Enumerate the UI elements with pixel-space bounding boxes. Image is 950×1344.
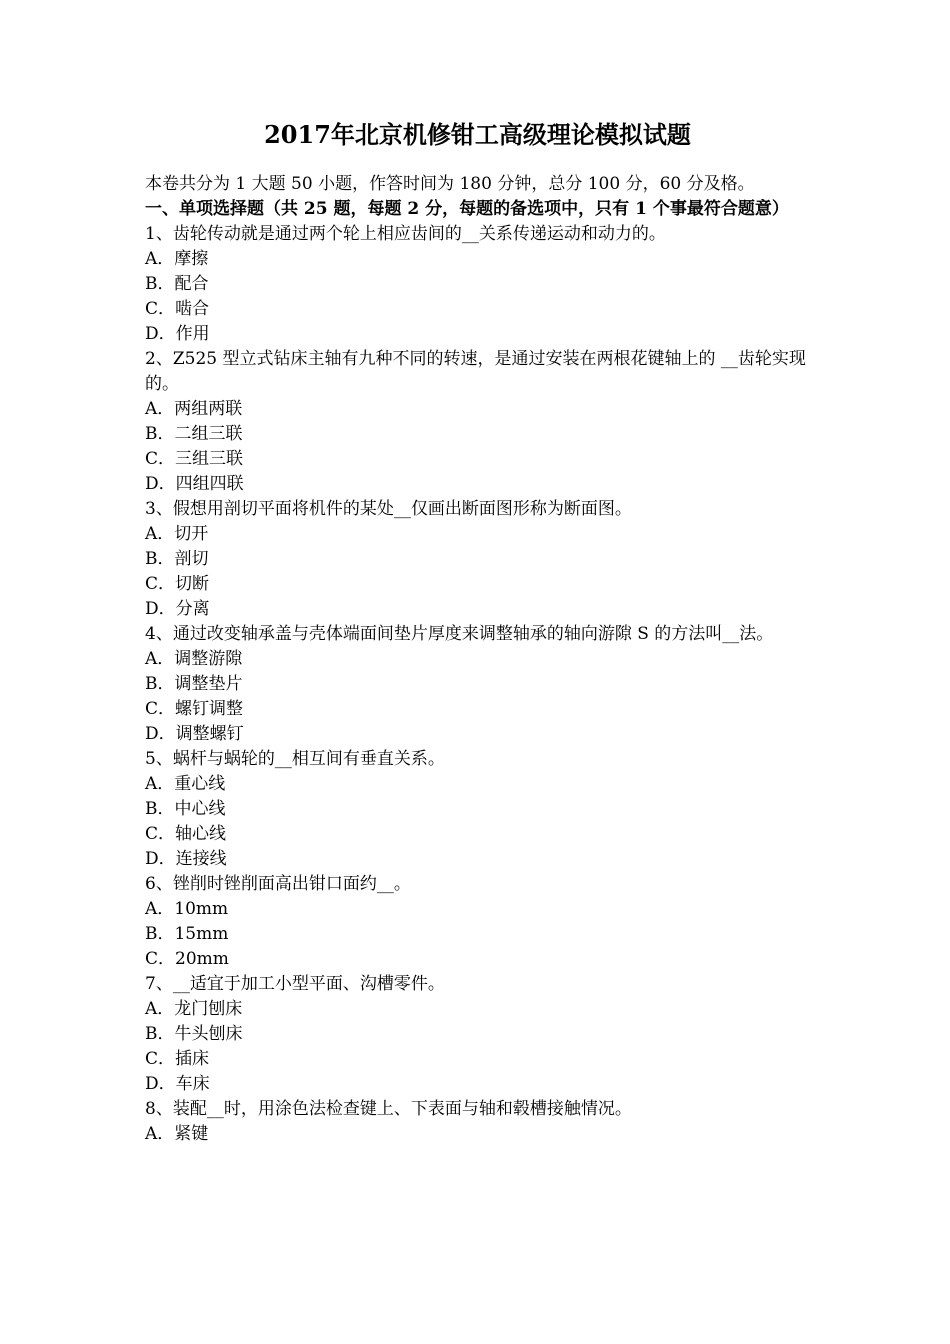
option-d: D．作用 (145, 324, 210, 344)
section-heading: 一、单项选择题（共 25 题，每题 2 分，每题的备选项中，只有 1 个事最符合题意） (145, 199, 789, 219)
option-b: B．中心线 (145, 799, 226, 819)
document-title: 2017年北京机修钳工高级理论模拟试题 (264, 120, 691, 149)
question-6 (145, 872, 810, 972)
question-8 (145, 1097, 810, 1147)
question-2 (145, 347, 810, 497)
option-d: D．连接线 (145, 849, 227, 869)
option-a: A．紧键 (145, 1124, 209, 1144)
option-a: A．调整游隙 (145, 649, 243, 669)
option-b: B．配合 (145, 274, 209, 294)
question-5 (145, 747, 810, 872)
option-c: C．啮合 (145, 299, 210, 319)
option-b: B．剖切 (145, 549, 209, 569)
option-b: B．二组三联 (145, 424, 243, 444)
question-3 (145, 497, 810, 622)
option-c: C．插床 (145, 1049, 210, 1069)
option-c: C．切断 (145, 574, 210, 594)
option-b: B．牛头刨床 (145, 1024, 243, 1044)
option-b: B．15mm (145, 924, 229, 944)
option-c: C．螺钉调整 (145, 699, 244, 719)
option-a: A．切开 (145, 524, 209, 544)
question-stem: 4、通过改变轴承盖与壳体端面间垫片厚度来调整轴承的轴向游隙 S 的方法叫__法。 (145, 624, 774, 644)
question-stem: 6、锉削时锉削面高出钳口面约__。 (145, 874, 411, 894)
document-page (145, 118, 810, 1147)
option-d: D．分离 (145, 599, 210, 619)
question-1 (145, 222, 810, 347)
question-stem: 1、齿轮传动就是通过两个轮上相应齿间的__关系传递运动和动力的。 (145, 224, 666, 244)
option-d: D．调整螺钉 (145, 724, 244, 744)
exam-intro: 本卷共分为 1 大题 50 小题，作答时间为 180 分钟，总分 100 分，60 分及格。 (145, 174, 755, 194)
option-a: A．两组两联 (145, 399, 243, 419)
question-7 (145, 972, 810, 1097)
option-c: C．三组三联 (145, 449, 244, 469)
question-stem: 5、蜗杆与蜗轮的__相互间有垂直关系。 (145, 749, 445, 769)
option-c: C．轴心线 (145, 824, 227, 844)
question-stem: 3、假想用剖切平面将机件的某处__仅画出断面图形称为断面图。 (145, 499, 632, 519)
option-a: A．龙门刨床 (145, 999, 243, 1019)
question-stem: 7、__适宜于加工小型平面、沟槽零件。 (145, 974, 445, 994)
option-a: A．摩擦 (145, 249, 209, 269)
question-stem: 2、Z525 型立式钻床主轴有九种不同的转速，是通过安装在两根花键轴上的 __齿轮实现的。 (145, 349, 806, 394)
option-a: A．重心线 (145, 774, 226, 794)
option-c: C．20mm (145, 949, 229, 969)
question-stem: 8、装配__时，用涂色法检查键上、下表面与轴和毂槽接触情况。 (145, 1099, 632, 1119)
option-d: D．车床 (145, 1074, 210, 1094)
question-4 (145, 622, 810, 747)
option-b: B．调整垫片 (145, 674, 243, 694)
option-a: A．10mm (145, 899, 229, 919)
option-d: D．四组四联 (145, 474, 244, 494)
